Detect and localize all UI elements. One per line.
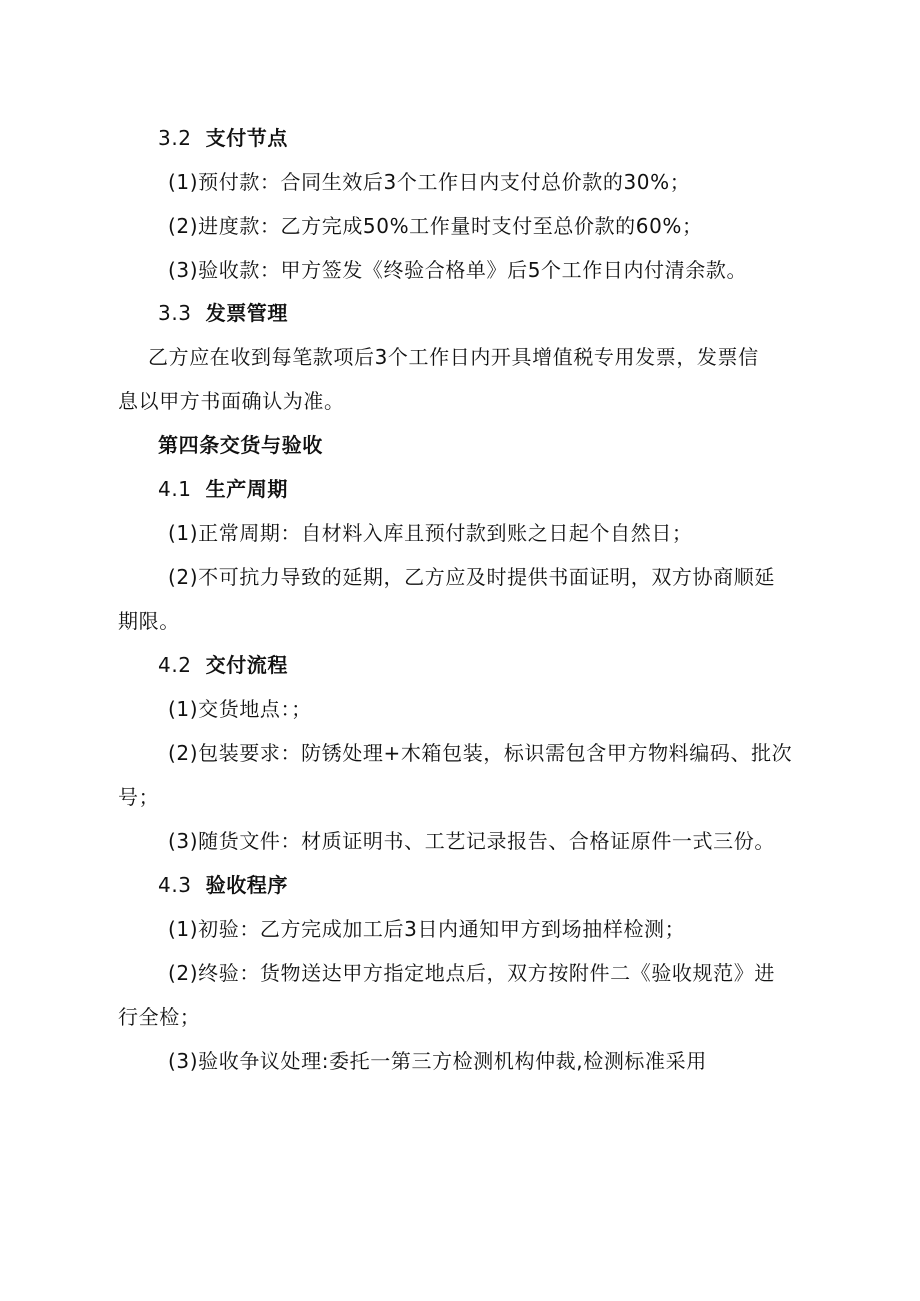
section-4-3-heading — [158, 871, 288, 899]
section-3-2-heading — [158, 124, 288, 152]
section-title: 发票管理 — [205, 301, 289, 325]
section-4-1-heading — [158, 475, 288, 503]
paragraph-line: (1)预付款：合同生效后3个工作日内支付总价款的30%； — [168, 170, 691, 194]
section-4-2-heading — [158, 651, 288, 679]
section-number: 3.2 — [158, 126, 192, 150]
paragraph-line: (1)正常周期：自材料入库且预付款到账之日起个自然日； — [168, 521, 693, 545]
section-number: 4.1 — [158, 477, 192, 501]
section-title: 生产周期 — [205, 477, 289, 501]
section-number: 4.2 — [158, 653, 192, 677]
paragraph-line: (2)包装要求：防锈处理+木箱包装，标识需包含甲方物料编码、批次 — [168, 741, 793, 765]
section-number: 4.3 — [158, 873, 192, 897]
paragraph-line: (2)终验：货物送达甲方指定地点后，双方按附件二《验收规范》进 — [168, 961, 775, 985]
paragraph-line: 期限。 — [118, 609, 180, 633]
paragraph-line: (2)进度款：乙方完成50%工作量时支付至总价款的60%； — [168, 214, 703, 238]
paragraph-line: 行全检； — [118, 1005, 201, 1029]
article-4-heading: 第四条交货与验收 — [158, 433, 323, 457]
paragraph-line: (3)验收争议处理:委托一第三方检测机构仲裁,检测标准采用 — [168, 1049, 707, 1073]
section-title: 支付节点 — [205, 126, 289, 150]
section-title: 验收程序 — [205, 873, 289, 897]
paragraph-line: (1)交货地点：； — [168, 697, 312, 721]
paragraph-line: 乙方应在收到每笔款项后3个工作日内开具增值税专用发票，发票信 — [148, 345, 759, 369]
paragraph-line: 息以甲方书面确认为准。 — [118, 389, 345, 413]
paragraph-line: (3)随货文件：材质证明书、工艺记录报告、合格证原件一式三份。 — [168, 829, 775, 853]
paragraph-line: (1)初验：乙方完成加工后3日内通知甲方到场抽样检测； — [168, 917, 686, 941]
section-number: 3.3 — [158, 301, 192, 325]
section-title: 交付流程 — [205, 653, 289, 677]
section-3-3-heading — [158, 299, 288, 327]
paragraph-line: 号； — [118, 785, 160, 809]
paragraph-line: (2)不可抗力导致的延期，乙方应及时提供书面证明，双方协商顺延 — [168, 565, 775, 589]
paragraph-line: (3)验收款：甲方签发《终验合格单》后5个工作日内付清余款。 — [168, 258, 748, 282]
